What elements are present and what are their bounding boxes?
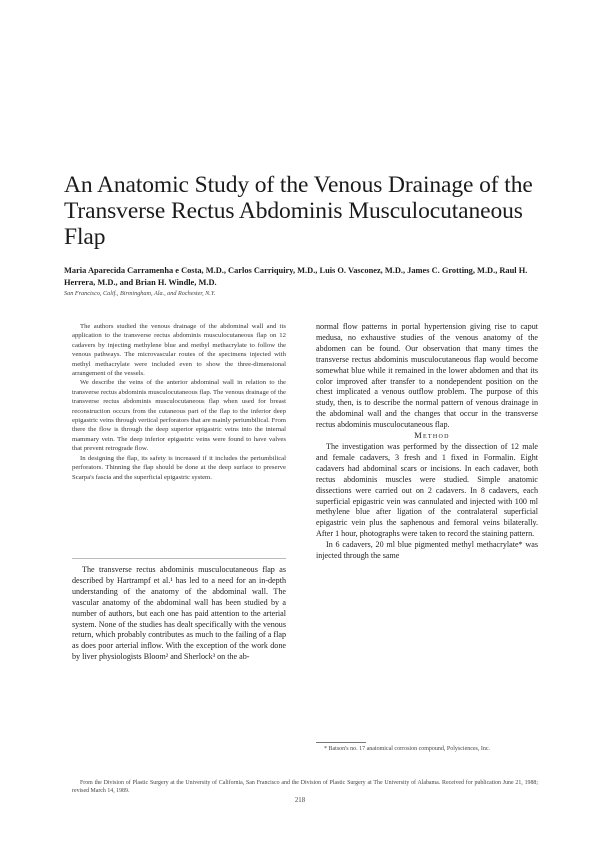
abstract-divider bbox=[72, 558, 286, 559]
body-paragraph: The transverse rectus abdominis musculocutaneous flap as described by Hartrampf et al.¹ has led to a need for an in-depth understanding of the anatomy of the abdominal wall. The vascular anatomy of the abdominal wall has been studied by a number of authors, but each one has paid attention to the arterial system. None of the studies has dealt specifically with the venous return, which probably contributes as much to the failing of a flap as does poor arterial inflow. With the exception of the work done by liver physiologists Bloom² and Sherlock³ on the ab- bbox=[72, 565, 286, 662]
article-title: An Anatomic Study of the Venous Drainage of the Transverse Rectus Abdominis Musculocutaneous Flap bbox=[64, 172, 533, 250]
body-right-column bbox=[316, 322, 538, 562]
abstract-paragraph: The authors studied the venous drainage of the abdominal wall and its application to the transverse rectus abdominis musculocutaneous flap on 12 cadavers by injecting methylene blue and methyl methacrylate to follow the venous pathways. The microvascular routes of the specimens injected with methyl methacrylate were included even to show the three-dimensional arrangement of the vessels. bbox=[72, 323, 286, 378]
footnote: * Batson's no. 17 anatomical corrosion compound, Polysciences, Inc. bbox=[324, 746, 491, 752]
abstract-paragraph: In designing the flap, its safety is increased if it includes the periumbilical perforators. Thinning the flap should be done at the deep surface to preserve Scarpa's fascia and the superficial epigastric system. bbox=[72, 454, 286, 481]
received-note: From the Division of Plastic Surgery at the University of California, San Francisco and the Division of Plastic Surgery at The University of Alabama. Received for publication June 21, 1988; revised March 14, 1989. bbox=[72, 780, 538, 795]
footnote-rule bbox=[316, 742, 366, 743]
body-left-column bbox=[72, 565, 286, 663]
body-paragraph: normal flow patterns in portal hypertension giving rise to caput medusa, no exhaustive studies of the venous anatomy of the abdomen can be found. Our observation that many times the transverse rectus abdominis musculocutaneous flap would become somewhat blue while it remained in the lower abdomen and that its color improved after transfer to a nondependent position on the chest implicated a venous outflow problem. The purpose of this study, then, is to describe the normal pattern of venous drainage in the abdominal wall and the changes that occur in the transverse rectus abdominis musculocutaneous flap. bbox=[316, 322, 538, 430]
section-heading-method: Method bbox=[414, 431, 450, 441]
author-affiliation: San Francisco, Calif., Birmingham, Ala., and Rochester, N.Y. bbox=[64, 290, 216, 297]
method-paragraph: The investigation was performed by the dissection of 12 male and female cadavers, 3 fresh and 1 fixed in Formalin. Eight cadavers had abdominal scars or incisions. In each cadaver, both rectus abdominis muscles were studied. Simple anatomic dissections were carried out on 2 cadavers. In 8 cadavers, each superficial epigastric vein was cannulated and injected with 100 ml methylene blue after ligation of the contralateral superficial epigastric vein plus the saphenous and femoral veins bilaterally. After 1 hour, photographs were taken to record the staining pattern. bbox=[316, 441, 538, 539]
abstract-paragraph: We describe the veins of the anterior abdominal wall in relation to the transverse rectus abdominis musculocutaneous flap. The venous drainage of the transverse rectus abdominis musculocutaneous flap when used for breast reconstruction occurs from the cutaneous part of the flap to the inferior deep epigastric veins through vertical perforators that are mainly periumbilical. From there the flow is through the deep superior epigastric veins into the internal mammary vein. The deep inferior epigastric veins were found to have valves that prevent retrograde flow. bbox=[72, 379, 286, 453]
author-list: Maria Aparecida Carramenha e Costa, M.D., Carlos Carriquiry, M.D., Luis O. Vasconez, M.D., James C. Grotting, M.D., Raul H. Herrera, M.D., and Brian H. Windle, M.D. bbox=[64, 266, 528, 287]
method-paragraph: In 6 cadavers, 20 ml blue pigmented methyl methacrylate* was injected through the same bbox=[316, 540, 538, 561]
page-number: 218 bbox=[294, 797, 306, 804]
abstract bbox=[72, 322, 286, 482]
